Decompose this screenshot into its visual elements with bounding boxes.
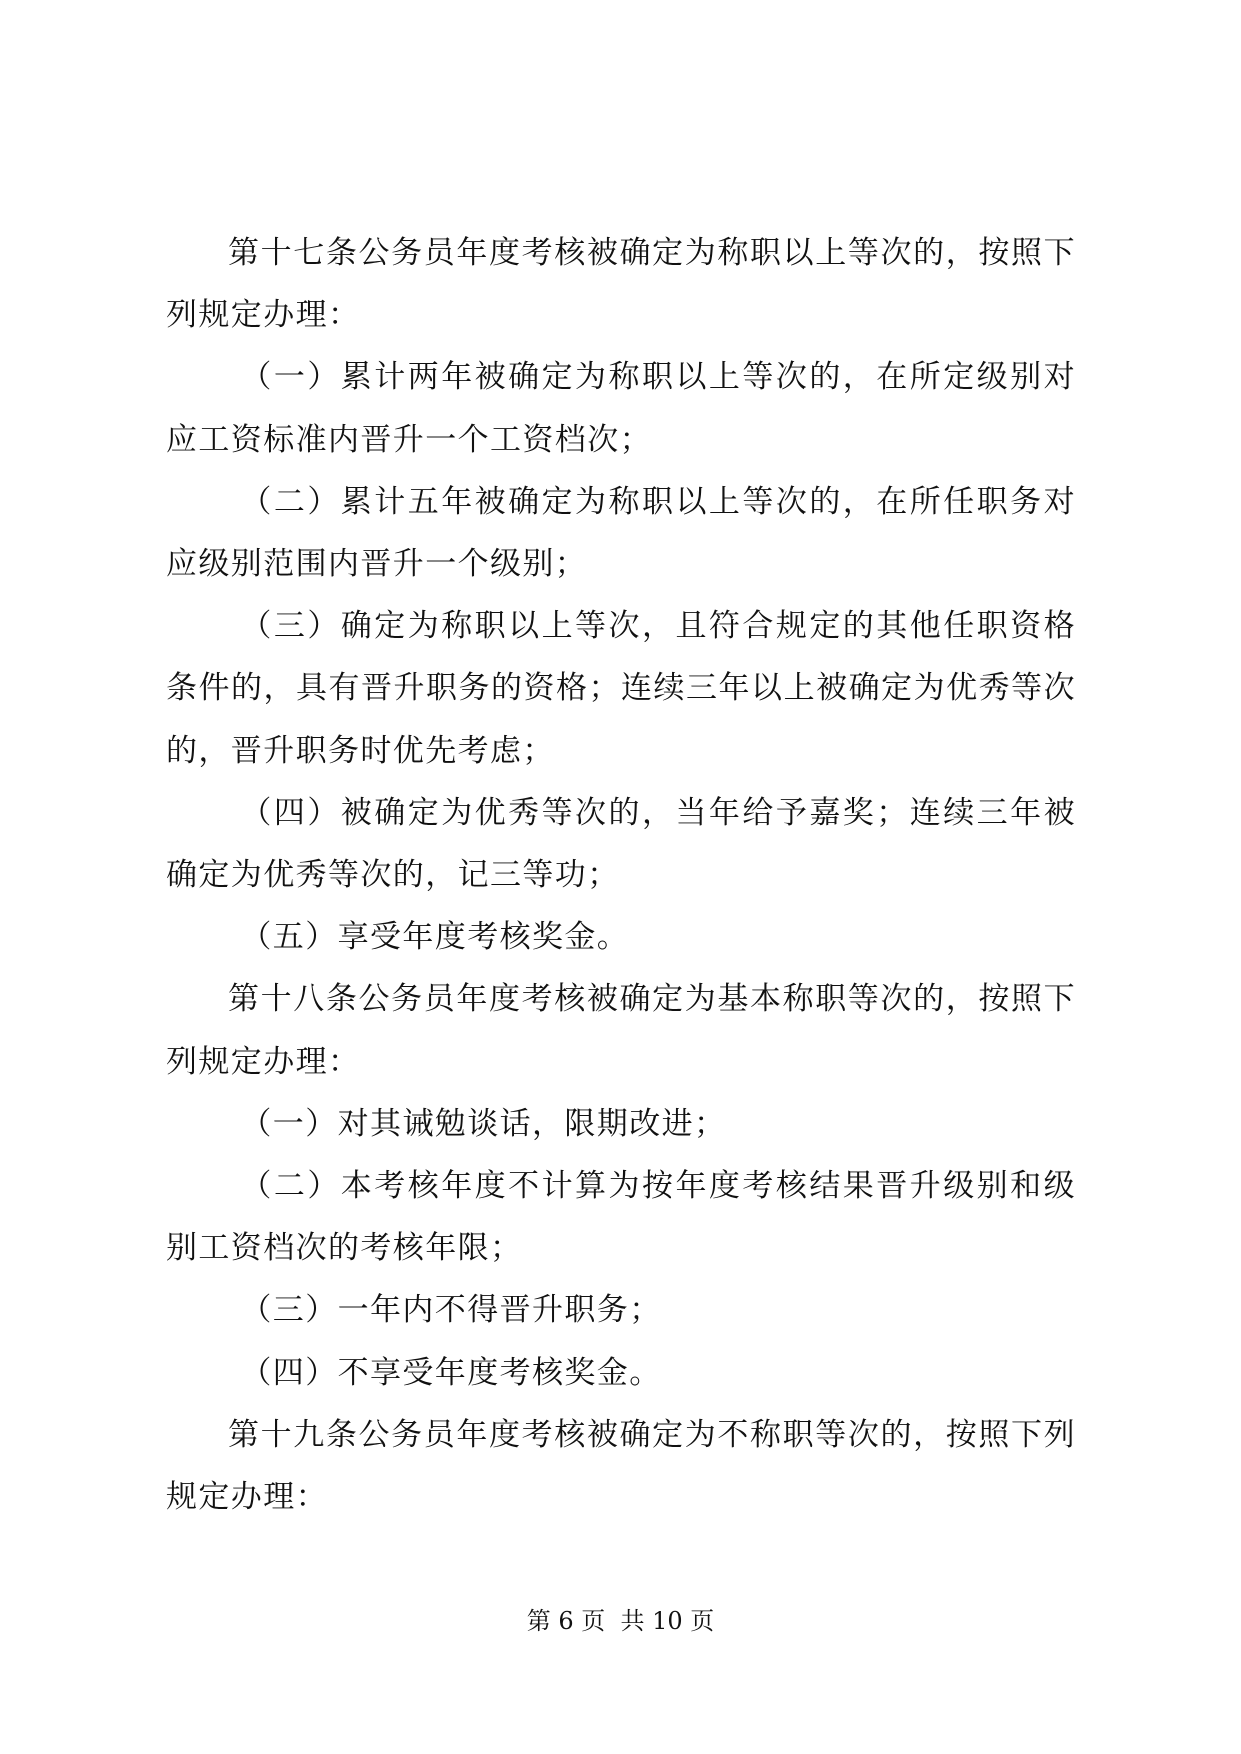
article-17-heading: 第十七条公务员年度考核被确定为称职以上等次的，按照下列规定办理：: [166, 235, 1076, 334]
page-number: 第 6 页 共 10 页: [526, 1607, 715, 1635]
article-18-item-2: （二）本考核年度不计算为按年度考核结果晋升级别和级别工资档次的考核年限；: [166, 1168, 1076, 1267]
page-footer: [0, 1606, 1241, 1636]
document-body: [166, 222, 1076, 1528]
article-17-item-2: （二）累计五年被确定为称职以上等次的，在所任职务对应级别范围内晋升一个级别；: [166, 483, 1076, 583]
article-17-item-3: （三）确定为称职以上等次，且符合规定的其他任职资格条件的，具有晋升职务的资格；连续三年以上被确定为优秀等次的，晋升职务时优先考虑；: [166, 608, 1076, 769]
article-17-item-1: （一）累计两年被确定为称职以上等次的，在所定级别对应工资标准内晋升一个工资档次；: [166, 359, 1076, 458]
article-18-item-3: （三）一年内不得晋升职务；: [240, 1292, 662, 1329]
article-18-heading: 第十八条公务员年度考核被确定为基本称职等次的，按照下列规定办理：: [166, 981, 1076, 1080]
article-19-heading: 第十九条公务员年度考核被确定为不称职等次的，按照下列规定办理：: [166, 1416, 1076, 1516]
article-17-item-5: （五）享受年度考核奖金。: [240, 919, 630, 956]
article-18-item-4: （四）不享受年度考核奖金。: [240, 1354, 662, 1391]
article-17-item-4: （四）被确定为优秀等次的，当年给予嘉奖；连续三年被确定为优秀等次的，记三等功；: [166, 794, 1076, 894]
article-18-item-1: （一）对其诫勉谈话，限期改进；: [240, 1105, 727, 1142]
